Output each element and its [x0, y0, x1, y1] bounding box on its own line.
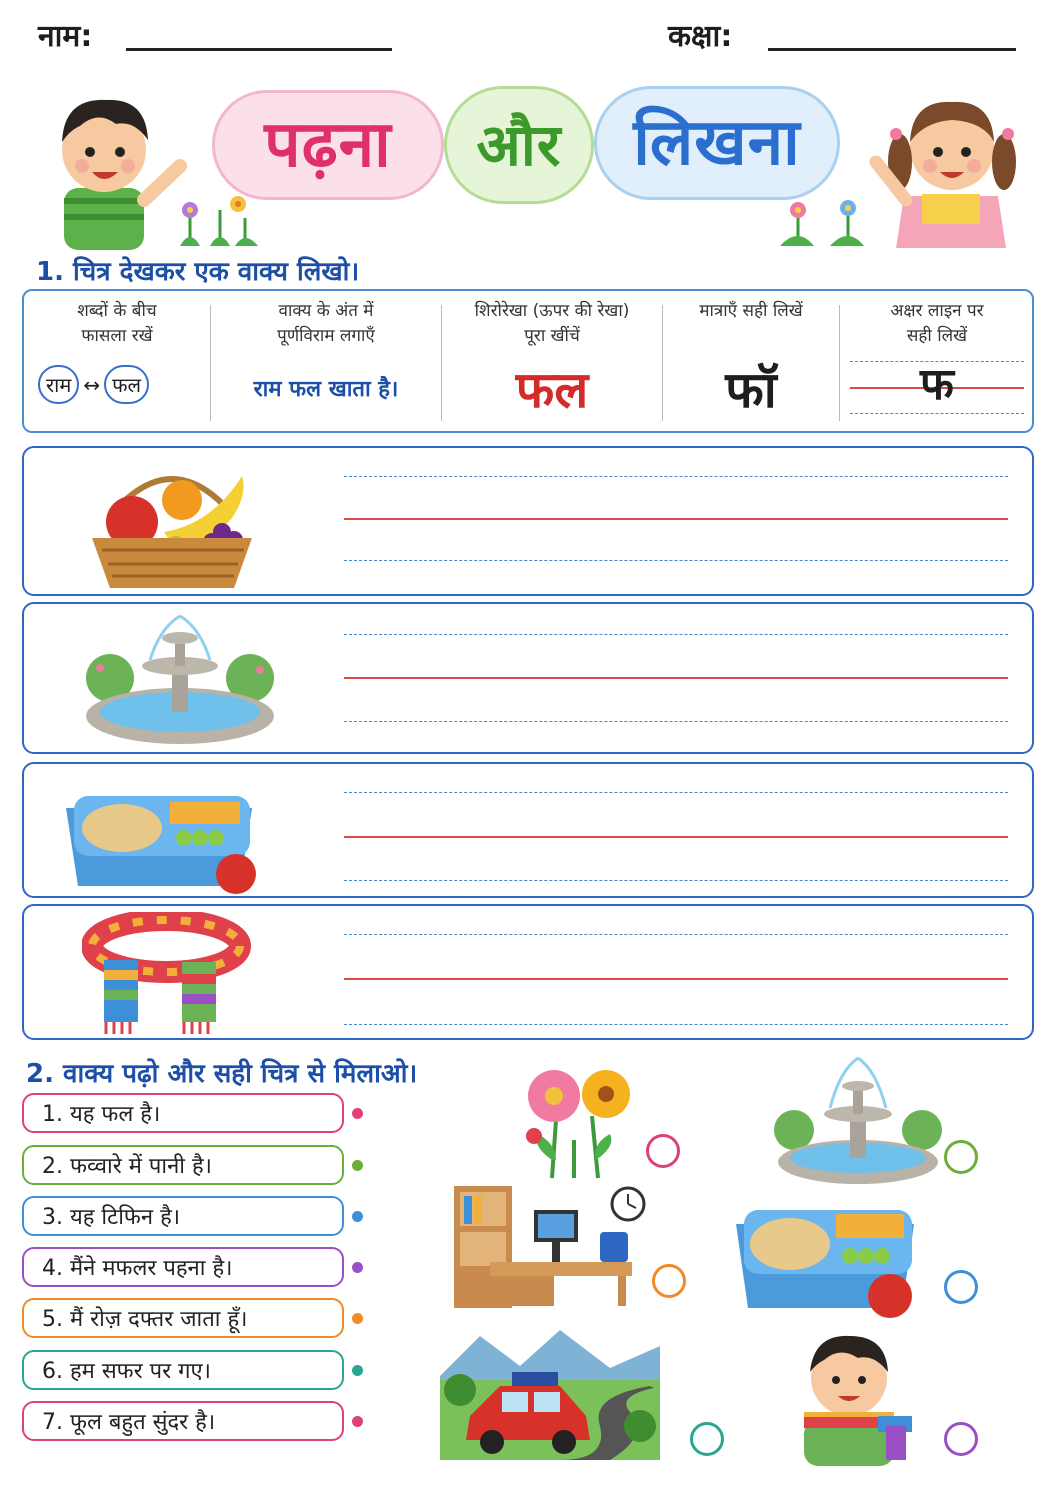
match-circle-car-trip[interactable] [690, 1422, 724, 1456]
guide-line-top[interactable] [344, 634, 1008, 635]
tip-matra [663, 291, 839, 431]
section-1-title: 1. चित्र देखकर एक वाक्य लिखो। [36, 257, 360, 287]
guide-line-top[interactable] [344, 792, 1008, 793]
tip-letter-line [840, 291, 1034, 431]
sentence-text: 3. यह टिफिन है। [42, 1205, 181, 1230]
match-circle-flowers[interactable] [646, 1134, 680, 1168]
writing-panel-tiffin [22, 762, 1034, 898]
match-circle-scarf[interactable] [944, 1422, 978, 1456]
scarf-image [82, 912, 252, 1038]
sentence-text: 5. मैं रोज़ दफ्तर जाता हूँ। [42, 1307, 248, 1332]
sentence-box [22, 1196, 344, 1236]
sentence-text: 4. मैंने मफलर पहना है। [42, 1256, 233, 1281]
flowers-decoration-right [770, 192, 870, 248]
match-circle-tiffin[interactable] [944, 1270, 978, 1304]
boy-with-scarf-image [774, 1326, 924, 1466]
writing-panel-fountain [22, 602, 1034, 754]
sentence-box [22, 1247, 344, 1287]
guide-line-middle[interactable] [344, 836, 1008, 838]
class-label: कक्षा: [668, 19, 733, 54]
tip-heading: वाक्य के अंत में पूर्णविराम लगाएँ [277, 301, 375, 346]
guide-line-middle[interactable] [344, 978, 1008, 980]
title-word-cloud-1 [212, 90, 444, 200]
class-write-line[interactable] [768, 48, 1016, 51]
match-dot[interactable] [352, 1108, 363, 1119]
fruit-basket-image [72, 454, 272, 594]
sentence-box [22, 1145, 344, 1185]
girl-illustration [866, 78, 1036, 248]
fountain-image-small [772, 1052, 942, 1188]
writing-panel-fruit-basket [22, 446, 1034, 596]
tip-full-stop [211, 291, 441, 431]
sentence-text: 1. यह फल है। [42, 1102, 161, 1127]
title-word-3: लिखना [633, 106, 801, 180]
example-letter-on-line: फ [920, 359, 954, 410]
match-dot[interactable] [352, 1365, 363, 1376]
example-word-left: राम [38, 365, 79, 404]
writing-panel-scarf [22, 904, 1034, 1040]
guide-line-middle[interactable] [344, 677, 1008, 679]
tip-headline [442, 291, 662, 431]
guide-line-top[interactable] [344, 934, 1008, 935]
tiffin-box-image-small [732, 1184, 928, 1320]
match-dot[interactable] [352, 1211, 363, 1222]
title-word-cloud-2 [444, 86, 594, 204]
guide-line-bottom[interactable] [344, 560, 1008, 561]
title-word-2: और [476, 111, 562, 179]
sentence-text: 6. हम सफर पर गए। [42, 1359, 212, 1384]
title-word-1: पढ़ना [264, 108, 392, 182]
office-desk-image [450, 1180, 650, 1310]
tip-heading: शब्दों के बीच फासला रखें [77, 301, 157, 346]
match-circle-office[interactable] [652, 1264, 686, 1298]
example-headline-word: फल [515, 361, 589, 419]
example-word-right: फल [104, 365, 149, 404]
match-dot[interactable] [352, 1313, 363, 1324]
guide-line-bottom[interactable] [344, 1024, 1008, 1025]
sentence-text: 2. फव्वारे में पानी है। [42, 1154, 212, 1179]
tips-box [22, 289, 1034, 433]
tip-heading: शिरोरेखा (ऊपर की रेखा) पूरा खींचें [474, 301, 630, 346]
tiffin-box-image [60, 768, 270, 896]
title-word-cloud-3 [594, 86, 840, 200]
flowers-image [512, 1060, 642, 1180]
sentence-text: 7. फूल बहुत सुंदर है। [42, 1410, 216, 1435]
tip-heading: अक्षर लाइन पर सही लिखें [890, 301, 984, 346]
example-sentence: राम फल खाता है। [253, 377, 399, 402]
name-write-line[interactable] [126, 48, 392, 51]
sentence-box [22, 1093, 344, 1133]
double-arrow-icon: ↔ [83, 372, 101, 397]
sentence-box [22, 1350, 344, 1390]
tip-heading: मात्राएँ सही लिखें [699, 301, 803, 321]
guide-line-bottom[interactable] [344, 880, 1008, 881]
sentence-box [22, 1401, 344, 1441]
name-label: नाम: [38, 19, 93, 54]
match-dot[interactable] [352, 1262, 363, 1273]
guide-line-middle[interactable] [344, 518, 1008, 520]
guide-line-bottom[interactable] [344, 721, 1008, 722]
guide-line-top[interactable] [344, 476, 1008, 477]
section-2-title: 2. वाक्य पढ़ो और सही चित्र से मिलाओ। [26, 1059, 418, 1089]
tip-word-spacing [24, 291, 210, 431]
match-dot[interactable] [352, 1160, 363, 1171]
car-trip-image [440, 1316, 660, 1460]
example-matra-letter: फॉ [725, 361, 777, 419]
match-dot[interactable] [352, 1416, 363, 1427]
match-circle-fountain[interactable] [944, 1140, 978, 1174]
fountain-image [80, 608, 280, 754]
sentence-box [22, 1298, 344, 1338]
